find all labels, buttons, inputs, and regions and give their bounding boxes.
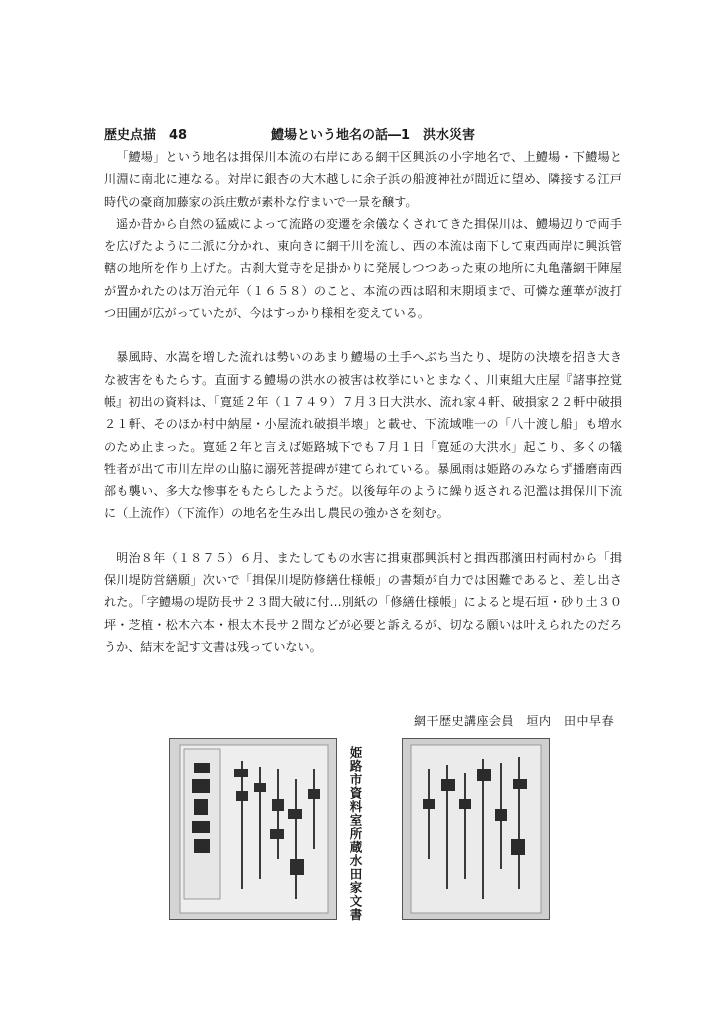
document-photo-left — [169, 738, 337, 920]
paragraph-gap — [104, 324, 622, 346]
article-title: 鱧場という地名の話―1 洪水災害 — [271, 128, 476, 143]
document-photo-right-image — [403, 739, 549, 919]
paragraph-gap — [104, 525, 622, 547]
photo-caption: 姫路市資料室所蔵水田家文書 — [348, 746, 363, 922]
article-body — [104, 146, 622, 658]
document-photo-right — [402, 738, 550, 920]
document-photo-left-image — [170, 739, 336, 919]
paragraph-1: 「鱧場」という地名は揖保川本流の右岸にある網干区興浜の小字地名で、上鱧場・下鱧場と川淵に南北に連なる。対岸に銀杏の大木越しに余子浜の船渡神社が間近に望め、隣接する江戸時代の豪商加藤家の浜庄敷が素朴な佇まいで一景を醸す。 — [104, 150, 622, 209]
paragraph-4: 明治８年（１８７５）６月、またしてもの水害に揖東郡興浜村と揖西郡濱田村両村から「揖保川堤防営繕願」次いで「揖保川堤防修繕仕様帳」の書類が自力では困難であると、差し出された。「字鱧場の堤防長サ２３間大破に付…別紙の「修繕仕様帳」によると堤石垣・砂り土３０坪・芝植・松木六本・根太木長サ２間などが必要と訴えるが、切なる願いは叶えられたのだろうか、結末を記す文書は残っていない。 — [104, 550, 622, 654]
author-credit: 網干歴史講座会員 垣内 田中早春 — [413, 714, 614, 728]
article-header — [104, 124, 624, 144]
paragraph-2: 遥か昔から自然の猛威によって流路の変遷を余儀なくされてきた揖保川は、鱧場辺りで両手を広げたように二派に分かれ、東向きに網干川を流し、西の本流は南下して東西両岸に興浜管轄の地所を作り上げた。古刹大覚寺を足掛かりに発展しつつあった東の地所に丸亀藩網干陣屋が置かれたのは万治元年（１６５８）のこと、本流の西は昭和末期頃まで、可憐な蓮華が波打つ田圃が広がっていたが、今はすっかり様相を変えている。 — [104, 216, 622, 321]
paragraph-3: 暴風時、水嵩を増した流れは勢いのあまり鱧場の土手へぶち当たり、堤防の決壊を招き大きな被害をもたらす。直面する鱧場の洪水の被害は枚挙にいとまなく、川東組大庄屋『諸事控覚帳』初出の資料は、「寛延２年（１７４９）７月３日大洪水、流れ家４軒、破損家２２軒中破損２１軒、そのほか村中納屋・小屋流れ破損半壊」と載せ、下流域唯一の「八十渡し船」も増水のため止まった。寛延２年と言えば姫路城下でも７月１日「寛延の大洪水」起こり、多くの犠牲者が出て市川左岸の山脇に溺死菩提碑が建てられている。暴風雨は姫路のみならず播磨南西部も襲い、多大な惨事をもたらしたようだ。以後毎年のように繰り返される氾濫は揖保川下流に（上流作）（下流作）の地名を生み出し農民の強かさを刻む。 — [104, 350, 622, 521]
series-label: 歴史点描 48 — [104, 128, 188, 143]
